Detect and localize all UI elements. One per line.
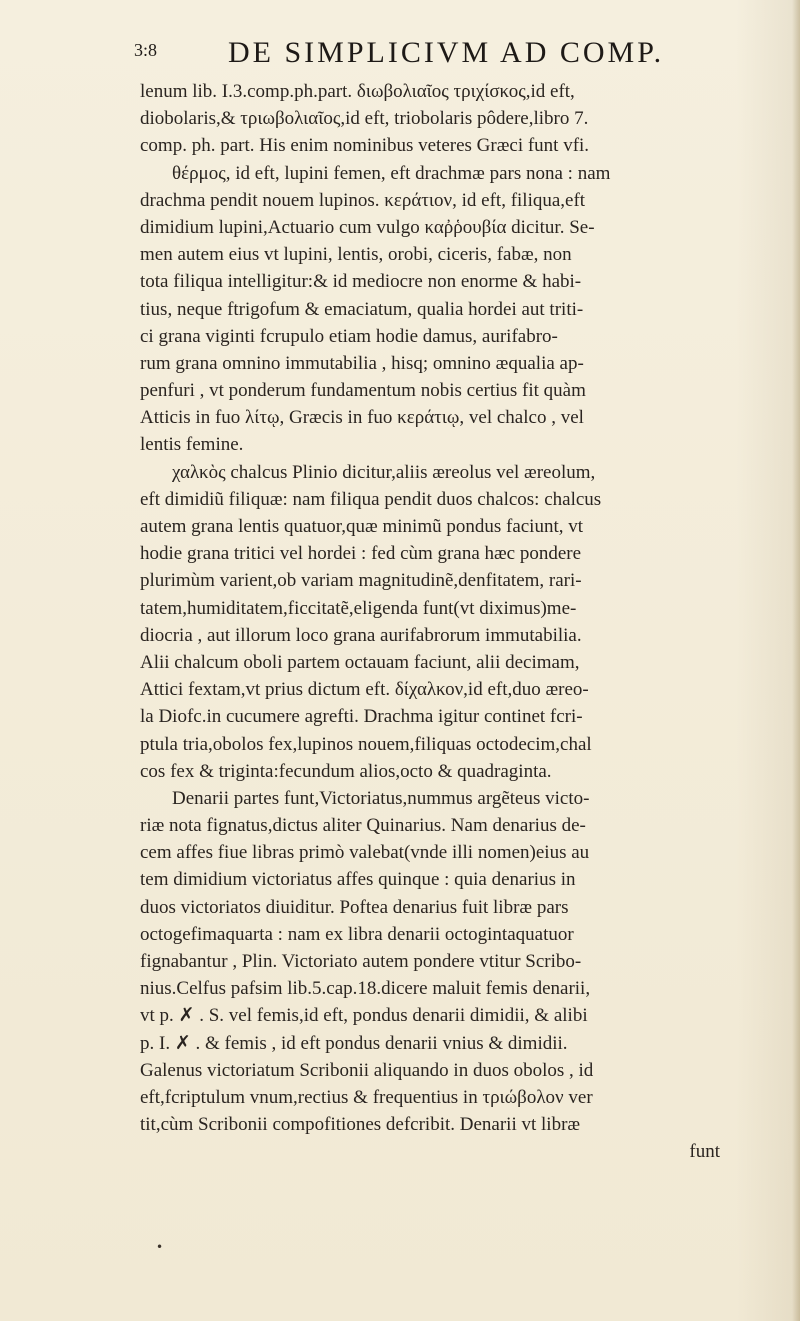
text-line: lentis femine.	[140, 434, 244, 456]
text-line: lenum lib. I.3.comp.ph.part. διωβολιαῖος τριχίσκος,id eft,	[140, 81, 575, 102]
text-line: cos fex & triginta:fecundum alios,octo & quadraginta.	[140, 760, 552, 782]
text-line: ci grana viginti fcrupulo etiam hodie damus, aurifabro-	[140, 325, 558, 347]
text-line: men autem eius vt lupini, lentis, orobi, ciceris, fabæ, non	[140, 244, 572, 266]
text-line: hodie grana tritici vel hordei : fed cùm grana hæc pondere	[140, 543, 582, 565]
body-text	[140, 78, 790, 1166]
text-line: tem dimidium victoriatus affes quinque : quia denarius in	[140, 869, 576, 891]
text-line: autem grana lentis quatuor,quæ minimũ pondus faciunt, vt	[140, 516, 584, 537]
text-line: diobolaris,& τριωβολιαῖος,id eft, triobolaris pôdere,libro 7.	[140, 108, 589, 130]
text-line: rum grana omnino immutabilia , hisq; omnino æqualia ap-	[140, 352, 584, 374]
text-line: vt p. ✗ . S. vel femis,id eft, pondus denarii dimidii, & alibi	[140, 1005, 588, 1027]
text-line: eft dimidiũ filiquæ: nam filiqua pendit duos chalcos: chalcus	[140, 488, 602, 510]
text-line: Alii chalcum oboli partem octauam faciunt, alii decimam,	[140, 651, 580, 673]
text-line: tit,cùm Scribonii compofitiones defcribit. Denarii vt libræ	[140, 1114, 581, 1136]
text-line: nius.Celfus pafsim lib.5.cap.18.dicere maluit femis denarii,	[140, 978, 591, 1000]
text-line: drachma pendit nouem lupinos. κεράτιον, id eft, filiqua,eft	[140, 189, 586, 211]
text-line: ptula tria,obolos fex,lupinos nouem,filiquas octodecim,chal	[140, 733, 592, 755]
text-line: la Diofc.in cucumere agrefti. Drachma igitur continet fcri-	[140, 706, 583, 728]
text-line: Attici fextam,vt prius dictum eft. δίχαλκον,id eft,duo æreo-	[140, 679, 589, 701]
text-line: plurimùm varient,ob variam magnitudinẽ,denfitatem, rari-	[140, 570, 582, 592]
text-line: duos victoriatos diuiditur. Poftea denarius fuit libræ pars	[140, 896, 569, 918]
text-line: Denarii partes funt,Victoriatus,nummus argẽteus victo-	[172, 787, 590, 809]
text-line: comp. ph. part. His enim nominibus veteres Græci funt vfi.	[140, 135, 590, 157]
text-line: dimidium lupini,Actuario cum vulgo καῤῥουβία dicitur. Se-	[140, 216, 595, 238]
text-line: cem affes fiue libras primò valebat(vnde illi nomen)eius au	[140, 842, 590, 864]
page-edge-shadow	[792, 0, 800, 1321]
text-line: octogefimaquarta : nam ex libra denarii octogintaquatuor	[140, 923, 574, 945]
text-line: eft,fcriptulum vnum,rectius & frequentius in τριώβολον ver	[140, 1086, 593, 1108]
catchword: funt	[689, 1141, 720, 1163]
text-line: tota filiqua intelligitur:& id mediocre non enorme & habi-	[140, 271, 582, 293]
text-line: Atticis in fuo λίτῳ, Græcis in fuo κεράτιῳ, vel chalco , vel	[140, 407, 584, 429]
text-line: tius, neque ftrigofum & emaciatum, qualia hordei aut triti-	[140, 298, 584, 320]
margin-dot: •	[156, 1240, 164, 1254]
text-line: riæ nota fignatus,dictus aliter Quinarius. Nam denarius de-	[140, 815, 586, 837]
text-line: tatem,humiditatem,ficcitatẽ,eligenda funt(vt diximus)me-	[140, 597, 577, 619]
page-header	[134, 36, 734, 72]
text-line: θέρμος, id eft, lupini femen, eft drachmæ pars nona : nam	[172, 162, 611, 184]
text-line: fignabantur , Plin. Victoriato autem pondere vtitur Scribo-	[140, 951, 582, 972]
text-line: Galenus victoriatum Scribonii aliquando in duos obolos , id	[140, 1059, 594, 1081]
text-line: χαλκὸς chalcus Plinio dicitur,aliis æreolus vel æreolum,	[172, 461, 596, 483]
running-head: DE SIMPLICIVM AD COMP.	[228, 36, 665, 69]
text-line: diocria , aut illorum loco grana aurifabrorum immutabilia.	[140, 624, 582, 646]
text-line: penfuri , vt ponderum fundamentum nobis certius fit quàm	[140, 380, 586, 402]
text-line: p. I. ✗ . & femis , id eft pondus denarii vnius & dimidii.	[140, 1032, 568, 1054]
page-number: 3:8	[134, 40, 158, 60]
